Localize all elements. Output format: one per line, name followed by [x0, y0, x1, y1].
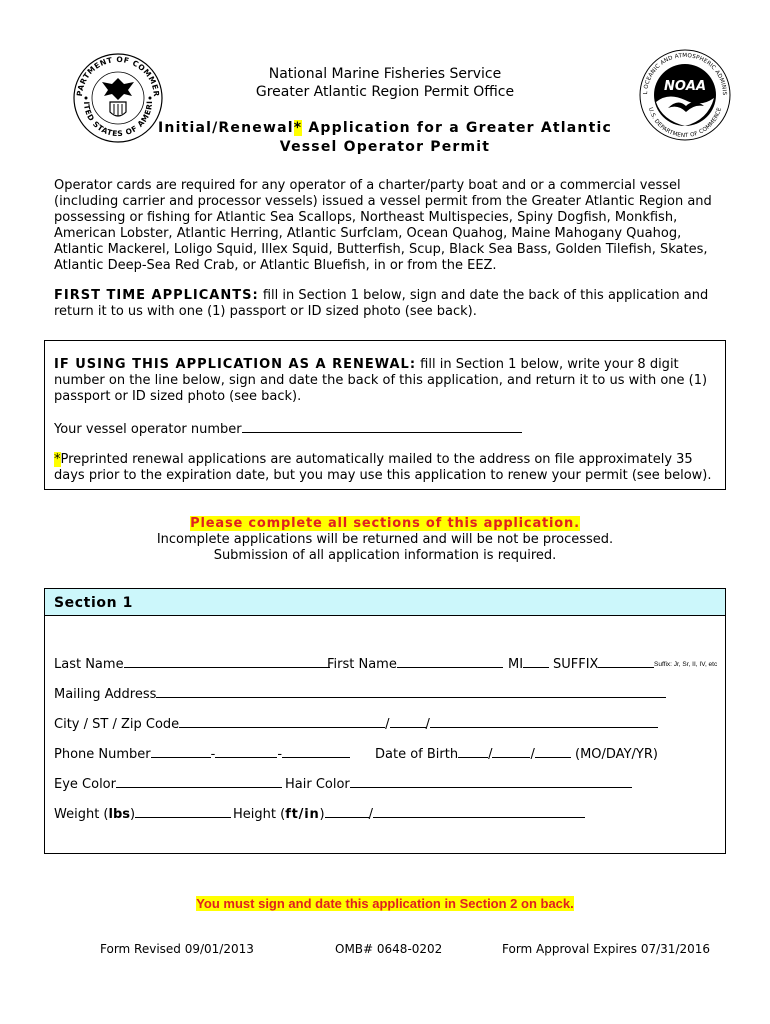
incomplete-notice: Incomplete applications will be returned and will be not be processed. — [156, 532, 614, 547]
middle-initial-field[interactable]: MI — [508, 656, 549, 672]
form-approval-expiration: Form Approval Expires 07/31/2016 — [502, 942, 711, 956]
weight-field[interactable]: Weight (lbs) — [54, 806, 231, 822]
section1-heading: Section 1 — [54, 595, 133, 611]
agency-name: National Marine Fisheries Service — [268, 66, 502, 82]
operator-number-field[interactable]: Your vessel operator number — [54, 421, 522, 437]
date-of-birth-field[interactable]: Date of Birth / / (MO/DAY/YR) — [375, 747, 658, 762]
svg-text:U.S. DEPARTMENT OF COMMERCE: U.S. DEPARTMENT OF COMMERCE — [646, 106, 724, 140]
renewal-instructions: IF USING THIS APPLICATION AS A RENEWAL: fill in Section 1 below, write your 8 digit number on the line below, sign and date the back of this application, and return it to us with one (1) passport or ID sized photo (see back). — [54, 357, 708, 404]
first-name-field[interactable]: First Name — [327, 656, 503, 672]
phone-number-field[interactable]: Phone Number - - — [54, 746, 350, 762]
city-state-zip-field[interactable]: City / ST / Zip Code / / — [54, 716, 658, 732]
office-name: Greater Atlantic Region Permit Office — [255, 84, 515, 100]
svg-text:NATIONAL OCEANIC AND ATMOSPHER: L OCEANIC AND ATMOSPHERIC ADMINIS — [642, 52, 728, 96]
svg-text:NOAA: NOAA — [663, 79, 707, 94]
suffix-field[interactable]: SUFFIX — [553, 656, 654, 672]
hair-color-field[interactable]: Hair Color — [285, 776, 632, 792]
last-name-field[interactable]: Last Name — [54, 656, 330, 672]
submission-notice: Submission of all application information is required. — [213, 548, 557, 563]
height-field[interactable]: Height (ft/in) / — [233, 806, 585, 822]
form-title-line1: Initial/Renewal* Application for a Greater Atlantic — [158, 120, 612, 136]
form-title-line2: Vessel Operator Permit — [279, 139, 491, 155]
complete-all-sections-notice: Please complete all sections of this application. — [190, 516, 580, 531]
sign-and-date-notice: You must sign and date this application in Section 2 on back. — [196, 896, 574, 911]
svg-text:DEPARTMENT OF COMMERCE: PARTMENT OF COMMER — [74, 54, 162, 98]
suffix-hint: Suffix: Jr, Sr, II, IV, etc — [654, 661, 718, 668]
first-time-applicants-paragraph: FIRST TIME APPLICANTS: fill in Section 1 below, sign and date the back of this application and return it to us with one (1) passport or ID sized photo (see back). — [54, 288, 709, 319]
section1-header — [45, 589, 725, 616]
mailing-address-field[interactable]: Mailing Address — [54, 686, 666, 702]
renewal-note: *Preprinted renewal applications are automatically mailed to the address on file approximately 35 days prior to the expiration date, but you may use this application to renew your permit (see below). — [54, 452, 712, 483]
form-revised-date: Form Revised 09/01/2013 — [100, 942, 254, 956]
eye-color-field[interactable]: Eye Color — [54, 776, 282, 792]
intro-paragraph: Operator cards are required for any operator of a charter/party boat and or a commercial vessel (including carrier and processor vessels) issued a vessel permit from the Greater Atlantic Region and possessing or fishing for Atlantic Sea Scallops, Northeast Multispecies, Spiny Dogfish, Monkfish, American Lobster, Atlantic Herring, Atlantic Surfclam, Ocean Quahog, Maine Mahogany Quahog, Atlantic Mackerel, Loligo Squid, Illex Squid, Butterfish, Scup, Black Sea Bass, Golden Tilefish, Skates, Atlantic Deep-Sea Red Crab, or Atlantic Bluefish, in or from the EEZ. — [54, 178, 712, 273]
svg-text:UNITED STATES OF AMERICA: ITED STATES OF AMERI — [81, 100, 155, 139]
omb-number: OMB# 0648-0202 — [335, 942, 443, 956]
